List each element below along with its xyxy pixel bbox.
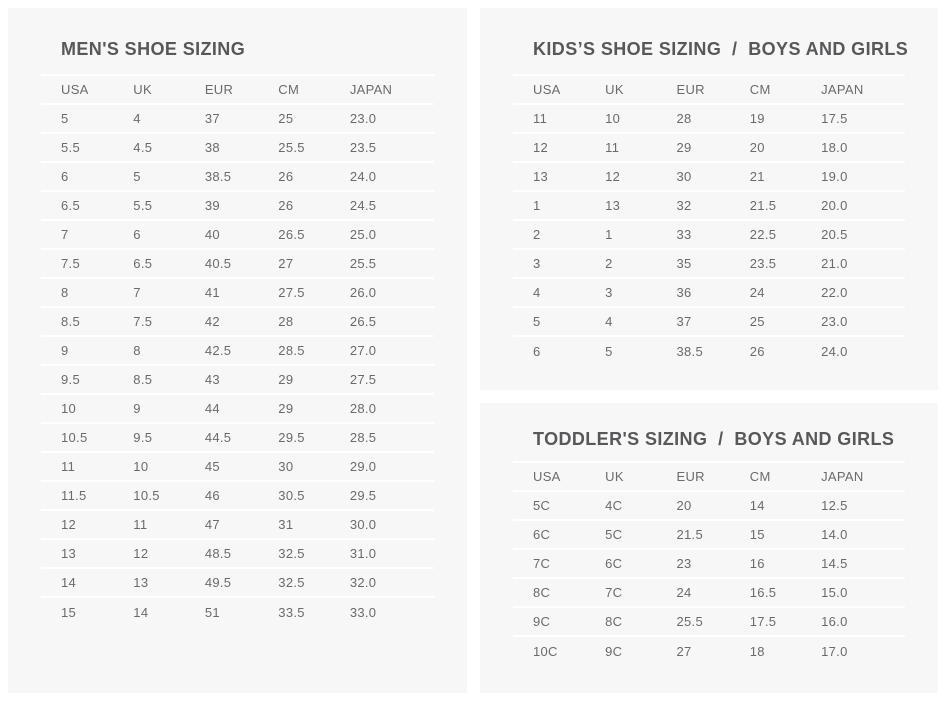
size-cell: 33 bbox=[676, 227, 692, 242]
size-cell: 49.5 bbox=[204, 575, 232, 590]
kids-table-header-row bbox=[513, 75, 905, 104]
size-cell: 32.5 bbox=[278, 546, 305, 561]
size-cell: 24.5 bbox=[349, 198, 377, 213]
size-cell: 44.5 bbox=[204, 430, 232, 445]
size-cell: 26 bbox=[749, 343, 765, 359]
size-cell: 12 bbox=[605, 169, 621, 184]
size-cell: 4C bbox=[605, 498, 623, 513]
size-cell: 28.5 bbox=[278, 343, 305, 358]
size-cell: 28 bbox=[278, 314, 294, 329]
size-cell: 40.5 bbox=[204, 256, 232, 271]
size-cell: 22.5 bbox=[749, 227, 777, 242]
size-cell: 29.0 bbox=[349, 459, 377, 474]
size-cell: 21 bbox=[749, 169, 765, 184]
table-row bbox=[41, 133, 434, 162]
size-cell: 7 bbox=[133, 285, 141, 300]
size-cell: 25.5 bbox=[349, 256, 377, 271]
size-cell: 12 bbox=[61, 517, 77, 532]
table-row bbox=[41, 452, 434, 481]
size-cell: 35 bbox=[676, 256, 692, 271]
size-cell: 17.5 bbox=[749, 614, 777, 629]
size-cell: 51 bbox=[204, 604, 220, 620]
mens-card-content bbox=[8, 39, 467, 626]
size-cell: 6C bbox=[605, 556, 623, 571]
size-cell: 16.0 bbox=[821, 614, 848, 629]
size-cell: 33.0 bbox=[349, 604, 377, 620]
size-cell: 13 bbox=[133, 575, 149, 590]
column-header-cm: CM bbox=[278, 82, 300, 97]
size-cell: 30 bbox=[278, 459, 294, 474]
size-cell: 9 bbox=[133, 401, 141, 416]
size-cell: 8C bbox=[533, 585, 551, 600]
column-header-usa: USA bbox=[61, 82, 89, 97]
table-row bbox=[41, 510, 434, 539]
size-cell: 27.0 bbox=[349, 343, 377, 358]
size-cell: 11 bbox=[133, 517, 148, 532]
size-cell: 10.5 bbox=[133, 488, 160, 503]
kids-card-content bbox=[480, 39, 938, 365]
size-cell: 25.5 bbox=[676, 614, 703, 629]
size-cell: 23 bbox=[676, 556, 692, 571]
size-cell: 18.0 bbox=[821, 140, 848, 155]
size-cell: 5 bbox=[533, 314, 541, 329]
size-cell: 25.5 bbox=[278, 140, 305, 155]
size-cell: 12 bbox=[133, 546, 149, 561]
size-cell: 8.5 bbox=[133, 372, 153, 387]
kids-sizing-table bbox=[513, 74, 905, 365]
size-cell: 37 bbox=[204, 111, 220, 126]
size-cell: 27 bbox=[278, 256, 294, 271]
column-header-uk: UK bbox=[133, 82, 152, 97]
mens-table-body bbox=[41, 104, 434, 626]
size-cell: 23.5 bbox=[349, 140, 377, 155]
toddlers-sizing-table bbox=[513, 461, 905, 665]
size-cell: 20.5 bbox=[821, 227, 848, 242]
size-cell: 29 bbox=[676, 140, 692, 155]
size-cell: 6C bbox=[533, 527, 551, 542]
size-cell: 10 bbox=[133, 459, 149, 474]
kids-table-body bbox=[513, 104, 905, 365]
size-cell: 39 bbox=[204, 198, 220, 213]
size-cell: 14 bbox=[61, 575, 77, 590]
size-cell: 19.0 bbox=[821, 169, 848, 184]
table-row bbox=[41, 336, 434, 365]
size-cell: 15.0 bbox=[821, 585, 848, 600]
size-cell: 8.5 bbox=[61, 314, 80, 329]
size-cell: 32 bbox=[676, 198, 692, 213]
table-row bbox=[513, 607, 905, 636]
table-row bbox=[41, 278, 434, 307]
kids-sizing-card bbox=[480, 8, 938, 390]
size-cell: 10 bbox=[61, 401, 77, 416]
column-header-eur: EUR bbox=[676, 82, 705, 97]
size-cell: 24 bbox=[749, 285, 765, 300]
table-row bbox=[41, 307, 434, 336]
table-row bbox=[513, 133, 905, 162]
size-cell: 14.0 bbox=[821, 527, 848, 542]
toddlers-table-header-row bbox=[513, 462, 905, 491]
size-cell: 26.0 bbox=[349, 285, 377, 300]
size-cell: 26.5 bbox=[349, 314, 377, 329]
size-cell: 3 bbox=[605, 285, 613, 300]
column-header-japan: JAPAN bbox=[821, 82, 864, 97]
mens-sizing-title: MEN'S SHOE SIZING bbox=[61, 39, 246, 59]
table-row bbox=[513, 249, 905, 278]
size-cell: 25 bbox=[749, 314, 765, 329]
size-cell: 29.5 bbox=[349, 488, 377, 503]
size-cell: 46 bbox=[204, 488, 220, 503]
size-cell: 25.0 bbox=[349, 227, 377, 242]
table-row bbox=[41, 249, 434, 278]
size-cell: 12 bbox=[533, 140, 549, 155]
size-cell: 10C bbox=[533, 643, 558, 659]
table-row bbox=[41, 220, 434, 249]
size-cell: 8 bbox=[61, 285, 69, 300]
size-cell: 17.0 bbox=[821, 643, 848, 659]
table-row bbox=[41, 394, 434, 423]
column-header-japan: JAPAN bbox=[821, 469, 864, 484]
toddlers-card-content bbox=[480, 429, 938, 665]
table-row bbox=[41, 365, 434, 394]
size-cell: 20.0 bbox=[821, 198, 848, 213]
size-cell: 38.5 bbox=[204, 169, 232, 184]
size-cell: 24 bbox=[676, 585, 692, 600]
size-cell: 13 bbox=[61, 546, 77, 561]
size-cell: 13 bbox=[605, 198, 621, 213]
size-cell: 15 bbox=[749, 527, 765, 542]
size-cell: 28.0 bbox=[349, 401, 377, 416]
size-cell: 29 bbox=[278, 401, 294, 416]
size-cell: 42.5 bbox=[204, 343, 232, 358]
size-cell: 7.5 bbox=[133, 314, 153, 329]
size-cell: 21.5 bbox=[749, 198, 777, 213]
mens-table-header-row bbox=[41, 75, 434, 104]
table-row bbox=[513, 278, 905, 307]
size-cell: 44 bbox=[204, 401, 220, 416]
size-cell: 47 bbox=[204, 517, 220, 532]
table-row bbox=[513, 162, 905, 191]
column-header-japan: JAPAN bbox=[349, 82, 393, 97]
size-cell: 7 bbox=[61, 227, 69, 242]
size-cell: 31 bbox=[278, 517, 294, 532]
toddlers-sizing-title: TODDLER'S SIZING / BOYS AND GIRLS bbox=[533, 429, 895, 449]
column-header-cm: CM bbox=[749, 82, 771, 97]
size-cell: 6 bbox=[133, 227, 141, 242]
size-cell: 40 bbox=[204, 227, 220, 242]
size-cell: 5.5 bbox=[133, 198, 153, 213]
size-cell: 1 bbox=[533, 198, 541, 213]
size-cell: 43 bbox=[204, 372, 220, 387]
size-cell: 16 bbox=[749, 556, 765, 571]
size-cell: 22.0 bbox=[821, 285, 848, 300]
size-cell: 14 bbox=[749, 498, 765, 513]
size-cell: 26.5 bbox=[278, 227, 305, 242]
size-cell: 5 bbox=[61, 111, 69, 126]
size-cell: 20 bbox=[749, 140, 765, 155]
size-cell: 5C bbox=[605, 527, 623, 542]
size-cell: 14 bbox=[133, 604, 149, 620]
size-cell: 4 bbox=[133, 111, 141, 126]
size-cell: 37 bbox=[676, 314, 692, 329]
size-cell: 9C bbox=[533, 614, 551, 629]
size-cell: 42 bbox=[204, 314, 220, 329]
size-cell: 29.5 bbox=[278, 430, 305, 445]
size-cell: 13 bbox=[533, 169, 549, 184]
size-cell: 8C bbox=[605, 614, 623, 629]
size-cell: 3 bbox=[533, 256, 541, 271]
size-cell: 11.5 bbox=[61, 488, 87, 503]
size-cell: 28.5 bbox=[349, 430, 377, 445]
table-row bbox=[41, 162, 434, 191]
size-cell: 38 bbox=[204, 140, 220, 155]
size-cell: 21.0 bbox=[821, 256, 848, 271]
size-cell: 9.5 bbox=[61, 372, 80, 387]
size-cell: 24.0 bbox=[821, 343, 848, 359]
size-cell: 4 bbox=[533, 285, 541, 300]
table-row bbox=[513, 220, 905, 249]
table-row bbox=[513, 307, 905, 336]
size-cell: 21.5 bbox=[676, 527, 703, 542]
table-row bbox=[513, 336, 905, 365]
size-cell: 26 bbox=[278, 198, 294, 213]
column-header-eur: EUR bbox=[204, 82, 234, 97]
table-row bbox=[513, 578, 905, 607]
size-cell: 48.5 bbox=[204, 546, 232, 561]
size-cell: 4.5 bbox=[133, 140, 153, 155]
size-cell: 27.5 bbox=[349, 372, 377, 387]
column-header-eur: EUR bbox=[676, 469, 705, 484]
size-cell: 19 bbox=[749, 111, 765, 126]
size-cell: 24.0 bbox=[349, 169, 377, 184]
size-cell: 9 bbox=[61, 343, 69, 358]
size-cell: 9.5 bbox=[133, 430, 153, 445]
table-row bbox=[513, 520, 905, 549]
size-cell: 23.0 bbox=[349, 111, 377, 126]
size-cell: 9C bbox=[605, 643, 623, 659]
size-cell: 14.5 bbox=[821, 556, 848, 571]
size-cell: 30 bbox=[676, 169, 692, 184]
size-cell: 11 bbox=[605, 140, 620, 155]
column-header-usa: USA bbox=[533, 469, 561, 484]
size-cell: 10 bbox=[605, 111, 621, 126]
size-cell: 5.5 bbox=[61, 140, 80, 155]
size-cell: 25 bbox=[278, 111, 294, 126]
size-cell: 28 bbox=[676, 111, 692, 126]
size-cell: 1 bbox=[605, 227, 613, 242]
size-cell: 32.0 bbox=[349, 575, 377, 590]
size-cell: 32.5 bbox=[278, 575, 305, 590]
table-row bbox=[41, 539, 434, 568]
size-cell: 27.5 bbox=[278, 285, 305, 300]
size-cell: 7.5 bbox=[61, 256, 80, 271]
size-cell: 6.5 bbox=[61, 198, 80, 213]
column-header-uk: UK bbox=[605, 82, 624, 97]
table-row bbox=[41, 423, 434, 452]
table-row bbox=[41, 597, 434, 626]
size-cell: 5 bbox=[133, 169, 141, 184]
table-row bbox=[41, 568, 434, 597]
column-header-usa: USA bbox=[533, 82, 561, 97]
size-cell: 38.5 bbox=[676, 343, 703, 359]
size-cell: 45 bbox=[204, 459, 220, 474]
table-row bbox=[513, 191, 905, 220]
column-header-uk: UK bbox=[605, 469, 624, 484]
size-cell: 15 bbox=[61, 604, 77, 620]
size-cell: 23.5 bbox=[749, 256, 777, 271]
size-cell: 29 bbox=[278, 372, 294, 387]
table-row bbox=[41, 481, 434, 510]
size-cell: 11 bbox=[61, 459, 76, 474]
size-cell: 11 bbox=[533, 111, 548, 126]
size-cell: 12.5 bbox=[821, 498, 848, 513]
size-cell: 30.0 bbox=[349, 517, 377, 532]
size-cell: 26 bbox=[278, 169, 294, 184]
size-cell: 36 bbox=[676, 285, 692, 300]
size-cell: 31.0 bbox=[349, 546, 377, 561]
table-row bbox=[513, 104, 905, 133]
size-cell: 33.5 bbox=[278, 604, 305, 620]
size-cell: 5 bbox=[605, 343, 613, 359]
size-cell: 5C bbox=[533, 498, 551, 513]
table-row bbox=[41, 191, 434, 220]
size-cell: 16.5 bbox=[749, 585, 777, 600]
mens-sizing-card bbox=[8, 8, 467, 693]
size-cell: 6.5 bbox=[133, 256, 153, 271]
size-cell: 30.5 bbox=[278, 488, 305, 503]
size-cell: 17.5 bbox=[821, 111, 848, 126]
size-cell: 27 bbox=[676, 643, 692, 659]
size-cell: 20 bbox=[676, 498, 692, 513]
table-row bbox=[513, 549, 905, 578]
size-cell: 18 bbox=[749, 643, 765, 659]
size-cell: 41 bbox=[204, 285, 220, 300]
size-cell: 6 bbox=[533, 343, 541, 359]
toddlers-sizing-card bbox=[480, 403, 938, 693]
size-cell: 7C bbox=[605, 585, 623, 600]
size-cell: 6 bbox=[61, 169, 69, 184]
table-row bbox=[513, 636, 905, 665]
size-cell: 23.0 bbox=[821, 314, 848, 329]
size-cell: 2 bbox=[605, 256, 613, 271]
table-row bbox=[513, 491, 905, 520]
size-cell: 4 bbox=[605, 314, 613, 329]
table-row bbox=[41, 104, 434, 133]
size-cell: 8 bbox=[133, 343, 141, 358]
column-header-cm: CM bbox=[749, 469, 771, 484]
size-cell: 10.5 bbox=[61, 430, 88, 445]
toddlers-table-body bbox=[513, 491, 905, 665]
size-cell: 2 bbox=[533, 227, 541, 242]
size-cell: 7C bbox=[533, 556, 551, 571]
mens-sizing-table bbox=[41, 74, 434, 626]
kids-sizing-title: KIDS’S SHOE SIZING / BOYS AND GIRLS bbox=[533, 39, 909, 59]
